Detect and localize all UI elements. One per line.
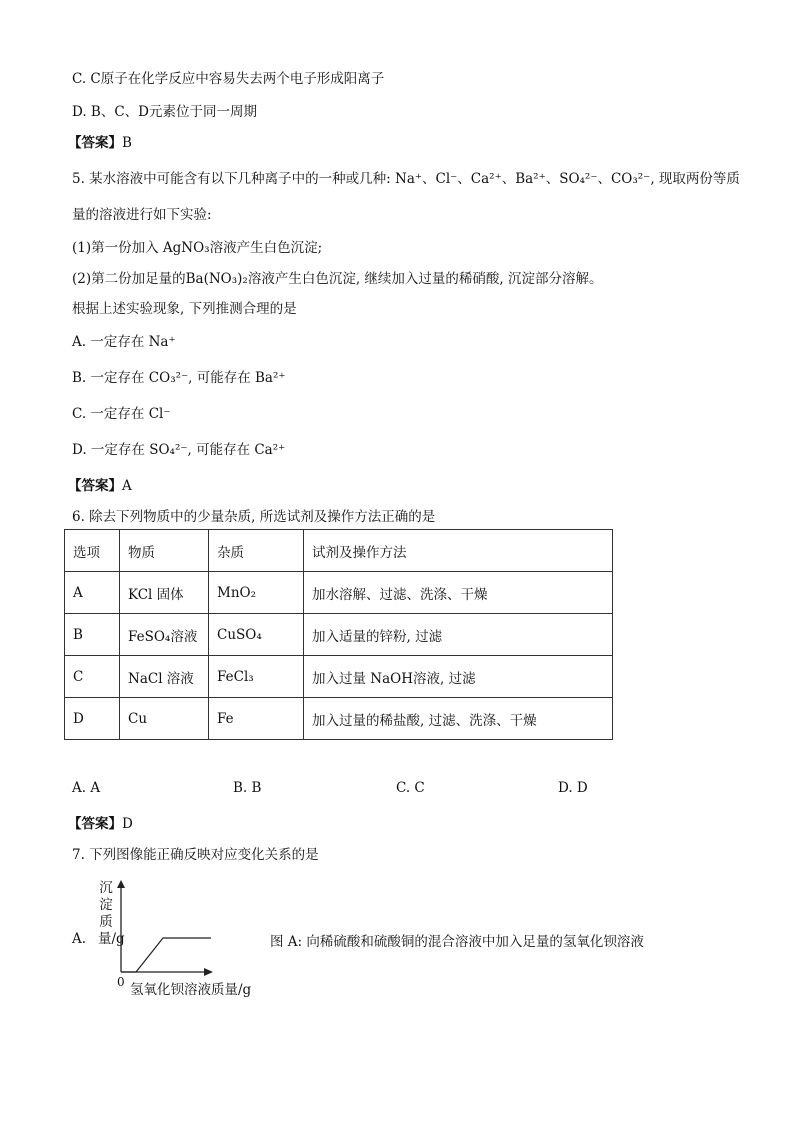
- answer-value: B: [122, 135, 132, 151]
- table-header-cell: 试剂及操作方法: [304, 530, 613, 572]
- q5-ions: Na⁺、Cl⁻、Ca²⁺、Ba²⁺、SO₄²⁻、CO₃²⁻: [395, 171, 651, 187]
- q7-caption: 图 A: 向稀硫酸和硫酸铜的混合溶液中加入足量的氢氧化钡溶液: [270, 934, 644, 950]
- answer-label: 【答案】: [68, 816, 122, 832]
- q5-step2: (2)第二份加足量的Ba(NO₃)₂溶液产生白色沉淀, 继续加入过量的稀硝酸, 沉淀部分溶解。: [72, 271, 603, 287]
- table-cell: FeCl₃: [209, 656, 304, 698]
- answer-label: 【答案】: [68, 135, 122, 151]
- q5-answer: [68, 474, 132, 494]
- table-cell: C: [65, 656, 120, 698]
- table-cell: KCl 固体: [120, 572, 209, 614]
- table-cell: FeSO₄溶液: [120, 614, 209, 656]
- table-cell: NaCl 溶液: [120, 656, 209, 698]
- q5-option-a: A. 一定存在 Na⁺: [72, 334, 176, 350]
- q5-option-b: B. 一定存在 CO₃²⁻, 可能存在 Ba²⁺: [72, 370, 286, 386]
- q5-step1: (1)第一份加入 AgNO₃溶液产生白色沉淀;: [72, 240, 323, 256]
- x-axis-arrow: [204, 968, 213, 976]
- y-axis-label: 沉淀质量/g: [98, 880, 125, 947]
- q5-stem: [72, 167, 740, 187]
- q4-option-d: D. B、C、D元素位于同一周期: [72, 104, 257, 120]
- q6-stem: 6. 除去下列物质中的少量杂质, 所选试剂及操作方法正确的是: [72, 509, 436, 525]
- q4-answer: [68, 131, 132, 151]
- q5-stem-suffix: , 现取两份等质: [650, 171, 740, 187]
- q5-question: 根据上述实验现象, 下列推测合理的是: [72, 301, 297, 317]
- q5-option-c: C. 一定存在 Cl⁻: [72, 406, 171, 422]
- table-header-cell: 杂质: [209, 530, 304, 572]
- series-line: [121, 938, 211, 972]
- q4-option-c: C. C原子在化学反应中容易失去两个电子形成阳离子: [72, 71, 385, 87]
- table-row: [65, 698, 613, 740]
- table-header-cell: 选项: [65, 530, 120, 572]
- choice-a[interactable]: A. A: [72, 780, 101, 796]
- choice-d[interactable]: D. D: [558, 780, 588, 796]
- table-cell: 加入过量的稀盐酸, 过滤、洗涤、干燥: [304, 698, 613, 740]
- choice-c[interactable]: C. C: [396, 780, 425, 796]
- table-cell: Cu: [120, 698, 209, 740]
- table-cell: Fe: [209, 698, 304, 740]
- q7-graph-a: [72, 880, 272, 1000]
- table-header-cell: 物质: [120, 530, 209, 572]
- table-cell: B: [65, 614, 120, 656]
- y-axis-arrow: [117, 880, 125, 888]
- q5-option-d: D. 一定存在 SO₄²⁻, 可能存在 Ca²⁺: [72, 442, 286, 458]
- table-row: [65, 572, 613, 614]
- q6-table: [64, 529, 613, 740]
- graph-svg: [72, 880, 272, 1000]
- q7-stem: 7. 下列图像能正确反映对应变化关系的是: [72, 847, 319, 863]
- origin-label: 0: [117, 975, 125, 989]
- table-cell: MnO₂: [209, 572, 304, 614]
- answer-value: D: [122, 816, 133, 832]
- answer-label: 【答案】: [68, 478, 122, 494]
- q5-stem-text: 5. 某水溶液中可能含有以下几种离子中的一种或几种:: [72, 171, 396, 187]
- table-header-row: [65, 530, 613, 572]
- table-cell: 加水溶解、过滤、洗涤、干燥: [304, 572, 613, 614]
- answer-value: A: [122, 478, 132, 494]
- q6-answer: [68, 812, 133, 832]
- table-row: [65, 614, 613, 656]
- table-cell: 加入适量的锌粉, 过滤: [304, 614, 613, 656]
- x-axis-label: 氢氧化钡溶液质量/g: [130, 982, 252, 998]
- choice-b[interactable]: B. B: [233, 780, 262, 796]
- table-cell: CuSO₄: [209, 614, 304, 656]
- table-cell: A: [65, 572, 120, 614]
- q5-stem-line2: 量的溶液进行如下实验:: [72, 207, 212, 223]
- table-cell: D: [65, 698, 120, 740]
- table-cell: 加入过量 NaOH溶液, 过滤: [304, 656, 613, 698]
- table-row: [65, 656, 613, 698]
- graph-option-letter: A.: [72, 931, 87, 947]
